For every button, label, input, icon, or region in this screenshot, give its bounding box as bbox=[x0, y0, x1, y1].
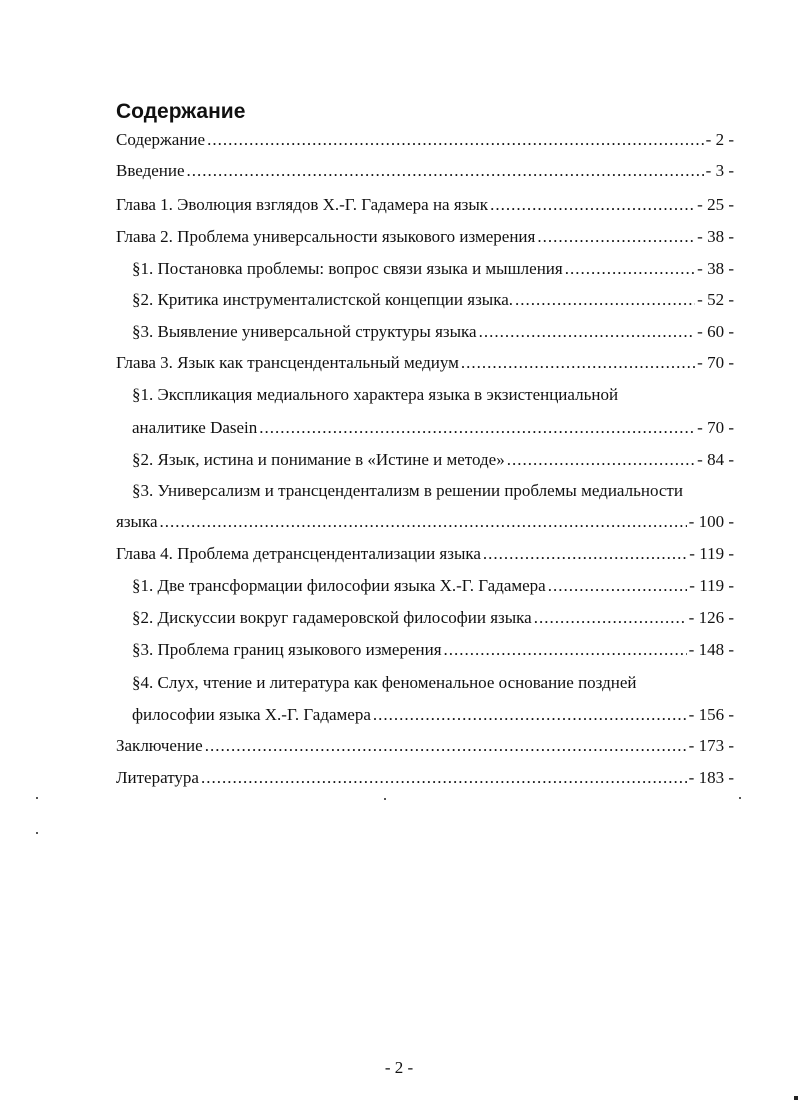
toc-entry-title: §3. Проблема границ языкового измерения bbox=[132, 640, 442, 659]
toc-entry-page: - 173 - bbox=[688, 736, 734, 755]
toc-entry-title: Литература bbox=[116, 768, 199, 787]
toc-entry-page: - 52 - bbox=[697, 290, 734, 309]
toc-entry-title-continued: аналитике Dasein bbox=[132, 418, 258, 437]
dot-leader bbox=[201, 768, 687, 788]
dot-leader bbox=[160, 512, 687, 532]
toc-entry-page: - 38 - bbox=[697, 227, 734, 246]
dot-leader bbox=[187, 161, 704, 181]
toc-entry[interactable] bbox=[116, 736, 734, 760]
dot-leader bbox=[259, 418, 695, 438]
page-title: Содержание bbox=[116, 100, 246, 123]
toc-entry-page: - 25 - bbox=[697, 195, 734, 214]
scan-speck bbox=[36, 832, 38, 834]
toc-entry-title: §1. Постановка проблемы: вопрос связи языка и мышления bbox=[132, 259, 563, 278]
toc-entry[interactable] bbox=[132, 705, 734, 729]
toc-entry[interactable] bbox=[132, 608, 734, 632]
toc-entry-page: - 100 - bbox=[688, 512, 734, 531]
toc-entry-title: §3. Выявление универсальной структуры языка bbox=[132, 322, 477, 341]
dot-leader bbox=[373, 705, 687, 725]
scan-speck bbox=[739, 797, 741, 799]
toc-entry[interactable] bbox=[116, 544, 734, 568]
toc-entry-title-continued: философии языка Х.-Г. Гадамера bbox=[132, 705, 371, 724]
toc-entry-title: Глава 4. Проблема детрансцендентализации языка bbox=[116, 544, 481, 563]
dot-leader bbox=[205, 736, 687, 756]
toc-entry[interactable] bbox=[132, 576, 734, 600]
toc-entry-title: §4. Слух, чтение и литература как феноменальное основание поздней bbox=[132, 673, 637, 692]
toc-entry-title: §2. Критика инструменталистской концепции языка. bbox=[132, 290, 514, 309]
toc-entry-title: Глава 1. Эволюция взглядов Х.-Г. Гадамера на язык bbox=[116, 195, 489, 214]
dot-leader bbox=[537, 227, 695, 247]
toc-entry[interactable] bbox=[116, 130, 734, 154]
dot-leader bbox=[483, 544, 687, 564]
toc-entry-title: §2. Язык, истина и понимание в «Истине и методе» bbox=[132, 450, 505, 469]
toc-entry-title: §1. Две трансформации философии языка Х.-Г. Гадамера bbox=[132, 576, 546, 595]
dot-leader bbox=[507, 450, 695, 470]
dot-leader bbox=[461, 353, 695, 373]
toc-entry[interactable] bbox=[116, 353, 734, 377]
toc-entry-title: Заключение bbox=[116, 736, 203, 755]
toc-entry-page: - 126 - bbox=[688, 608, 734, 627]
toc-entry[interactable] bbox=[132, 322, 734, 346]
toc-entry-page: - 183 - bbox=[688, 768, 734, 787]
dot-leader bbox=[479, 322, 696, 342]
toc-entry-title: §3. Универсализм и трансцендентализм в решении проблемы медиальности bbox=[132, 481, 683, 500]
dot-leader bbox=[565, 259, 695, 279]
dot-leader bbox=[548, 576, 688, 596]
toc-entry-page: - 84 - bbox=[697, 450, 734, 469]
toc-entry-page: - 148 - bbox=[688, 640, 734, 659]
scan-speck bbox=[36, 797, 38, 799]
toc-entry[interactable] bbox=[116, 227, 734, 251]
toc-entry[interactable] bbox=[116, 195, 734, 219]
toc-entry[interactable] bbox=[132, 259, 734, 283]
toc-entry-title: Введение bbox=[116, 161, 185, 180]
toc-entry-page: - 70 - bbox=[697, 418, 734, 437]
toc-entry[interactable] bbox=[132, 450, 734, 474]
toc-entry-first-line[interactable] bbox=[132, 385, 734, 409]
toc-entry[interactable] bbox=[116, 161, 734, 185]
toc-entry-first-line[interactable] bbox=[132, 673, 734, 697]
toc-entry-page: - 2 - bbox=[705, 130, 734, 149]
toc-entry-title-continued: языка bbox=[116, 512, 158, 531]
toc-entry[interactable] bbox=[116, 768, 734, 792]
toc-entry[interactable] bbox=[132, 290, 734, 314]
toc-entry-title: §2. Дискуссии вокруг гадамеровской философии языка bbox=[132, 608, 532, 627]
scan-speck bbox=[384, 798, 386, 800]
toc-entry-page: - 70 - bbox=[697, 353, 734, 372]
toc-entry-page: - 3 - bbox=[705, 161, 734, 180]
toc-entry-page: - 156 - bbox=[688, 705, 734, 724]
dot-leader bbox=[207, 130, 704, 150]
toc-entry-page: - 60 - bbox=[697, 322, 734, 341]
toc-entry-title: §1. Экспликация медиального характера языка в экзистенциальной bbox=[132, 385, 619, 404]
dot-leader bbox=[534, 608, 687, 628]
toc-entry-title: Глава 2. Проблема универсальности языкового измерения bbox=[116, 227, 536, 246]
dot-leader bbox=[444, 640, 687, 660]
scan-edge-mark bbox=[794, 1096, 798, 1100]
toc-entry[interactable] bbox=[116, 512, 734, 536]
dot-leader bbox=[515, 290, 695, 310]
toc-entry-title: Содержание bbox=[116, 130, 206, 149]
toc-entry[interactable] bbox=[132, 640, 734, 664]
toc-entry-page: - 119 - bbox=[689, 576, 734, 595]
toc-entry-title: Глава 3. Язык как трансцендентальный медиум bbox=[116, 353, 459, 372]
toc-entry[interactable] bbox=[132, 418, 734, 442]
page-number: - 2 - bbox=[384, 1058, 414, 1077]
dot-leader bbox=[490, 195, 695, 215]
toc-entry-first-line[interactable] bbox=[132, 481, 734, 505]
toc-entry-page: - 119 - bbox=[689, 544, 734, 563]
toc-entry-page: - 38 - bbox=[697, 259, 734, 278]
